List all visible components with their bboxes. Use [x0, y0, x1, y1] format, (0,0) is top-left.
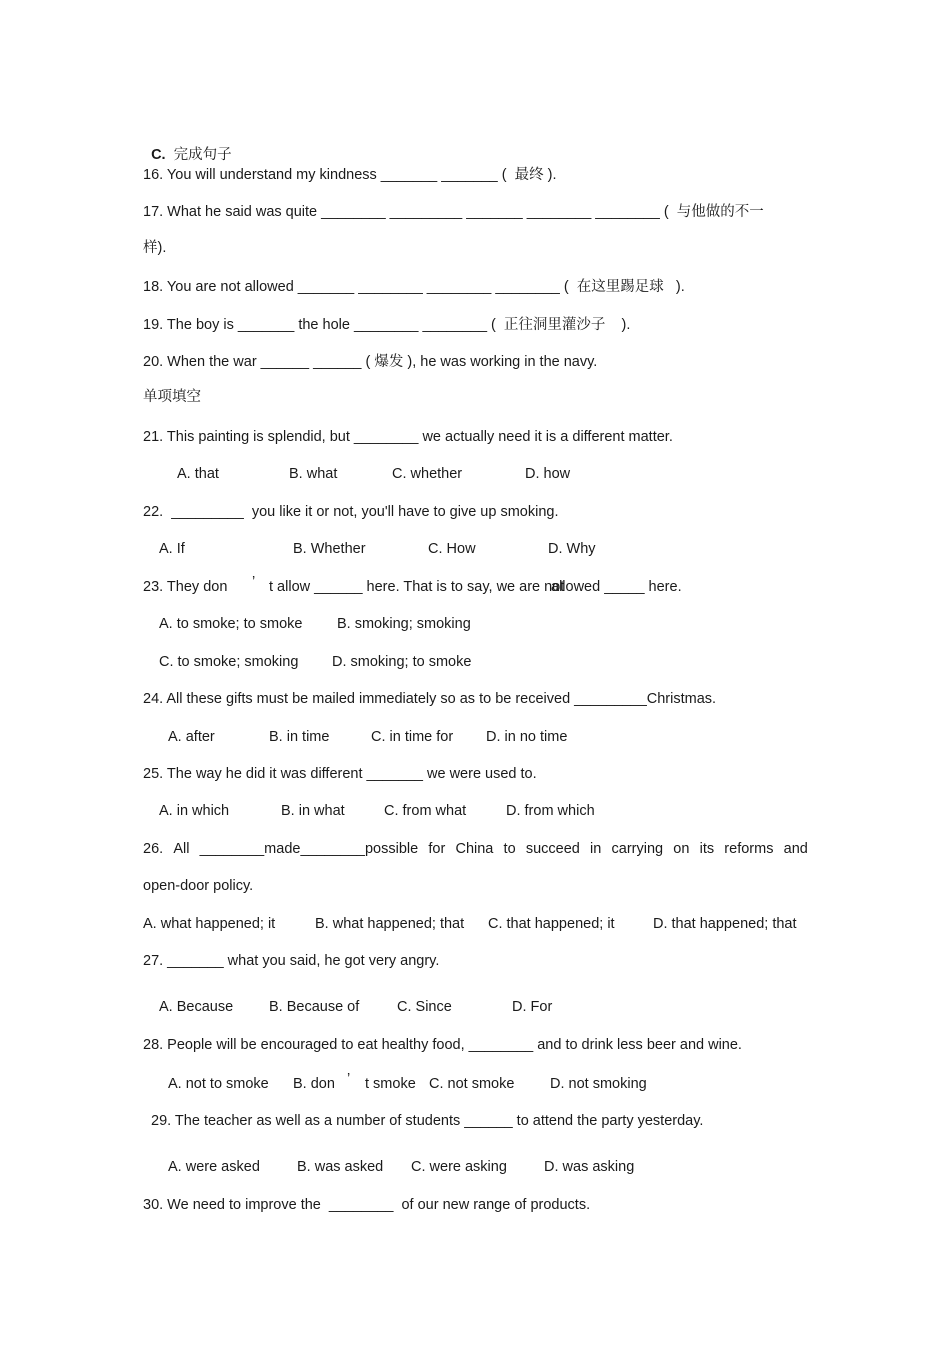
- q27-option-c: C. Since: [397, 999, 452, 1015]
- q26-word: carrying: [611, 841, 664, 857]
- question-26-continued: open-door policy.: [143, 878, 254, 894]
- q21-option-a: A. that: [177, 466, 219, 482]
- q26-word: reforms: [724, 841, 774, 857]
- q29-option-b: B. was asked: [297, 1159, 384, 1175]
- question-26: [143, 840, 808, 858]
- q26-word: and: [783, 841, 808, 857]
- q28-option-a: A. not to smoke: [168, 1076, 269, 1092]
- sentence-17-continued: 样).: [143, 240, 167, 256]
- q29-option-a: A. were asked: [168, 1159, 260, 1175]
- q28-option-b-apostrophe: ’: [347, 1071, 351, 1087]
- question-24: 24. All these gifts must be mailed immediately so as to be received _________Christmas.: [143, 691, 717, 707]
- q26-word: its: [699, 841, 715, 857]
- q26-word: 26.: [143, 841, 164, 857]
- sentence-16: 16. You will understand my kindness _______ _______ ( 最终 ).: [143, 167, 557, 183]
- q21-option-b: B. what: [289, 466, 338, 482]
- q27-option-d: D. For: [512, 999, 553, 1015]
- q29-option-d: D. was asking: [544, 1159, 635, 1175]
- q26-option-d: D. that happened; that: [653, 916, 797, 932]
- q25-option-b: B. in what: [281, 803, 345, 819]
- sentence-20: 20. When the war ______ ______ ( 爆发 ), he was working in the navy.: [143, 354, 598, 370]
- question-27: 27. _______ what you said, he got very angry.: [143, 953, 440, 969]
- q26-word: succeed: [525, 841, 580, 857]
- section-title: 完成句子: [173, 147, 232, 163]
- q28-option-d: D. not smoking: [550, 1076, 647, 1092]
- q28-option-c: C. not smoke: [429, 1076, 515, 1092]
- question-23-apostrophe: ’: [252, 574, 256, 590]
- question-23-part3: allowed _____ here.: [551, 579, 682, 595]
- q27-option-b: B. Because of: [269, 999, 360, 1015]
- q24-option-a: A. after: [168, 729, 215, 745]
- q26-word: in: [590, 841, 602, 857]
- q26-option-a: A. what happened; it: [143, 916, 276, 932]
- q22-option-b: B. Whether: [293, 541, 366, 557]
- q28-option-b-part1: B. don: [293, 1076, 335, 1092]
- q26-word: to: [503, 841, 516, 857]
- q26-word: on: [673, 841, 690, 857]
- q25-option-d: D. from which: [506, 803, 595, 819]
- question-25: 25. The way he did it was different _______ we were used to.: [143, 766, 537, 782]
- sentence-18: 18. You are not allowed _______ ________ ________ ________ ( 在这里踢足球 ).: [143, 279, 685, 295]
- q22-option-a: A. If: [159, 541, 185, 557]
- q26-word: All: [173, 841, 190, 857]
- q28-option-b-part2: t smoke: [365, 1076, 416, 1092]
- q22-option-d: D. Why: [548, 541, 596, 557]
- q26-option-c: C. that happened; it: [488, 916, 615, 932]
- question-28: 28. People will be encouraged to eat healthy food, ________ and to drink less beer and wine.: [143, 1037, 742, 1053]
- q22-option-c: C. How: [428, 541, 476, 557]
- q23-option-d: D. smoking; to smoke: [332, 654, 472, 670]
- sentence-17: 17. What he said was quite ________ _________ _______ ________ ________ ( 与他做的不一: [143, 204, 764, 220]
- q21-option-c: C. whether: [392, 466, 463, 482]
- q27-option-a: A. Because: [159, 999, 234, 1015]
- q26-option-b: B. what happened; that: [315, 916, 465, 932]
- q24-option-d: D. in no time: [486, 729, 568, 745]
- question-21: 21. This painting is splendid, but ________ we actually need it is a different matter.: [143, 429, 673, 445]
- sentence-19: 19. The boy is _______ the hole ________ ________ ( 正往洞里灌沙子 ).: [143, 317, 631, 333]
- q23-option-c: C. to smoke; smoking: [159, 654, 299, 670]
- q23-option-a: A. to smoke; to smoke: [159, 616, 303, 632]
- question-29: 29. The teacher as well as a number of students ______ to attend the party yesterday.: [151, 1113, 704, 1129]
- q25-option-a: A. in which: [159, 803, 230, 819]
- q21-option-d: D. how: [525, 466, 571, 482]
- q29-option-c: C. were asking: [411, 1159, 507, 1175]
- question-23-part1: 23. They don: [143, 579, 228, 595]
- q25-option-c: C. from what: [384, 803, 467, 819]
- section-letter: C.: [151, 147, 166, 163]
- q26-word: China: [455, 841, 494, 857]
- mc-section-heading: 单项填空: [143, 389, 201, 405]
- q26-word: ________made________possible: [199, 841, 419, 857]
- question-30: 30. We need to improve the ________ of our new range of products.: [143, 1197, 591, 1213]
- question-23-part2: t allow ______ here. That is to say, we are not: [269, 579, 565, 595]
- q24-option-b: B. in time: [269, 729, 330, 745]
- q26-word: for: [428, 841, 446, 857]
- q23-option-b: B. smoking; smoking: [337, 616, 471, 632]
- question-22: 22. _________ you like it or not, you'll have to give up smoking.: [143, 504, 559, 520]
- section-heading: [143, 128, 232, 164]
- q24-option-c: C. in time for: [371, 729, 454, 745]
